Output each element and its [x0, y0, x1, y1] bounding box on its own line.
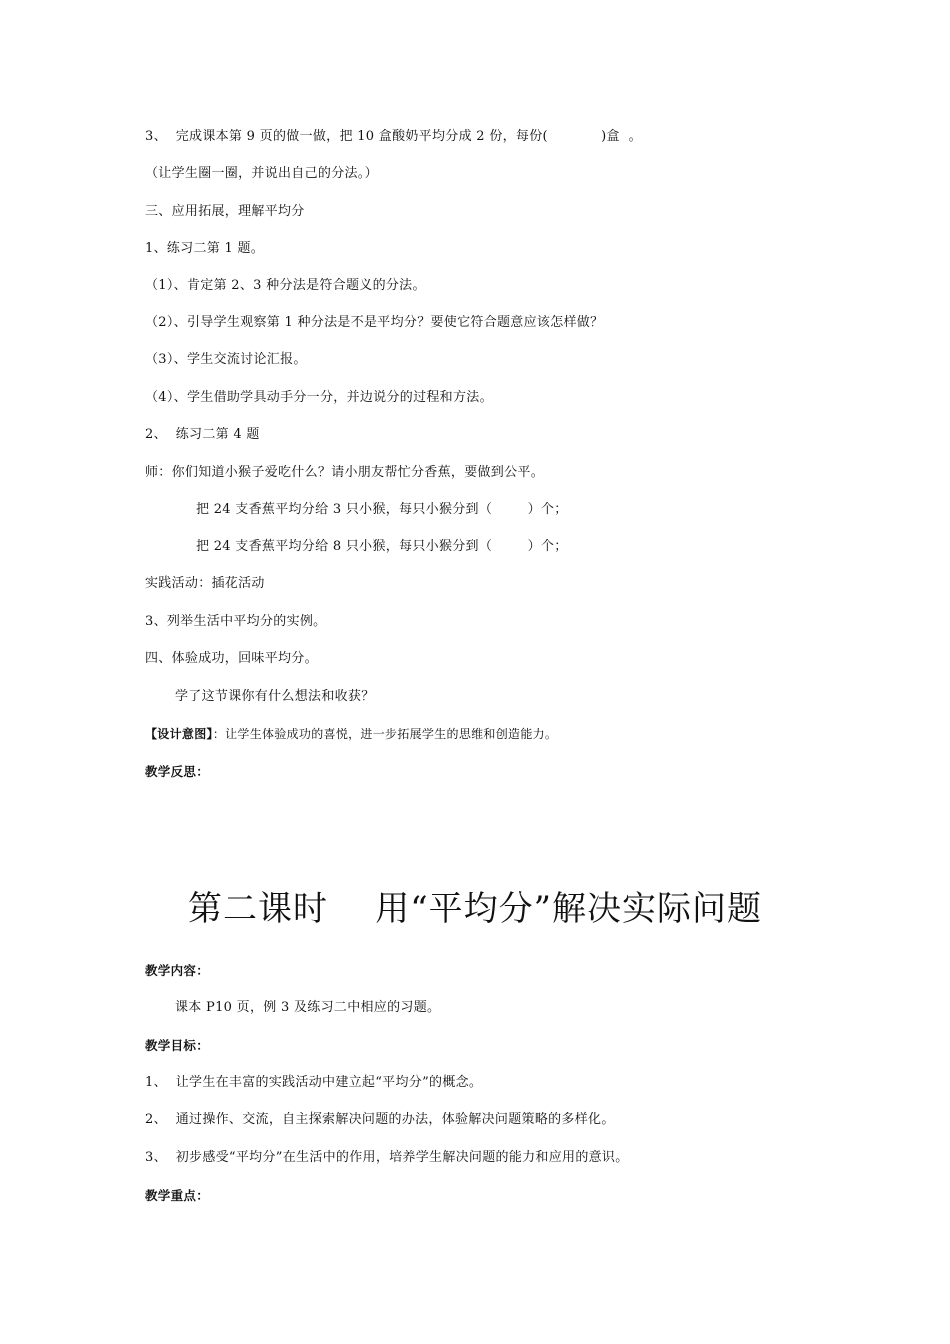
paragraph-teacher: 师：你们知道小猴子爱吃什么？请小朋友帮忙分香蕉，要做到公平。 [145, 465, 545, 480]
section-heading-3: 三、应用拓展，理解平均分 [145, 204, 305, 219]
paragraph-sub-1: （1）、肯定第 2、3 种分法是符合题义的分法。 [145, 278, 426, 293]
goal-item-2: 2、 通过操作、交流，自主探索解决问题的办法，体验解决问题策略的多样化。 [145, 1112, 615, 1127]
paragraph-examples: 3、列举生活中平均分的实例。 [145, 614, 327, 629]
paragraph-sub-2: （2）、引导学生观察第 1 种分法是不是平均分？要使它符合题意应该怎样做？ [145, 315, 604, 330]
paragraph-note: （让学生圈一圈，并说出自己的分法。） [145, 166, 378, 181]
focus-label: 教学重点： [145, 1188, 210, 1203]
content-text: 课本 P10 页，例 3 及练习二中相应的习题。 [175, 1000, 441, 1015]
design-intent-label: 【设计意图】 [145, 727, 213, 741]
reflection-label: 教学反思： [145, 764, 210, 779]
design-intent-text: ：让学生体验成功的喜悦，进一步拓展学生的思维和创造能力。 [212, 727, 558, 741]
goal-item-1: 1、 让学生在丰富的实践活动中建立起“平均分”的概念。 [145, 1075, 483, 1090]
content-label: 教学内容： [145, 963, 210, 978]
paragraph-sub-3: （3）、学生交流讨论汇报。 [145, 352, 307, 367]
design-intent [145, 725, 557, 743]
lesson-title: 第二课时 用“平均分”解决实际问题 [188, 889, 762, 929]
paragraph-banana-3: 把 24 支香蕉平均分给 3 只小猴，每只小猴分到（ ）个； [196, 502, 568, 517]
paragraph-sub-4: （4）、学生借助学具动手分一分，并边说分的过程和方法。 [145, 390, 493, 405]
goal-item-3: 3、 初步感受“平均分”在生活中的作用，培养学生解决问题的能力和应用的意识。 [145, 1150, 629, 1165]
paragraph-exercise-1: 1、练习二第 1 题。 [145, 241, 265, 256]
paragraph-banana-8: 把 24 支香蕉平均分给 8 只小猴，每只小猴分到（ ）个； [196, 539, 568, 554]
goals-label: 教学目标： [145, 1038, 210, 1053]
section-heading-4: 四、体验成功，回味平均分。 [145, 651, 318, 666]
paragraph-activity: 实践活动：插花活动 [145, 576, 265, 591]
paragraph-item-3: 3、 完成课本第 9 页的做一做，把 10 盒酸奶平均分成 2 份，每份( )盒 。 [145, 129, 642, 144]
paragraph-exercise-2: 2、 练习二第 4 题 [145, 427, 260, 442]
paragraph-question: 学了这节课你有什么想法和收获？ [175, 689, 375, 704]
